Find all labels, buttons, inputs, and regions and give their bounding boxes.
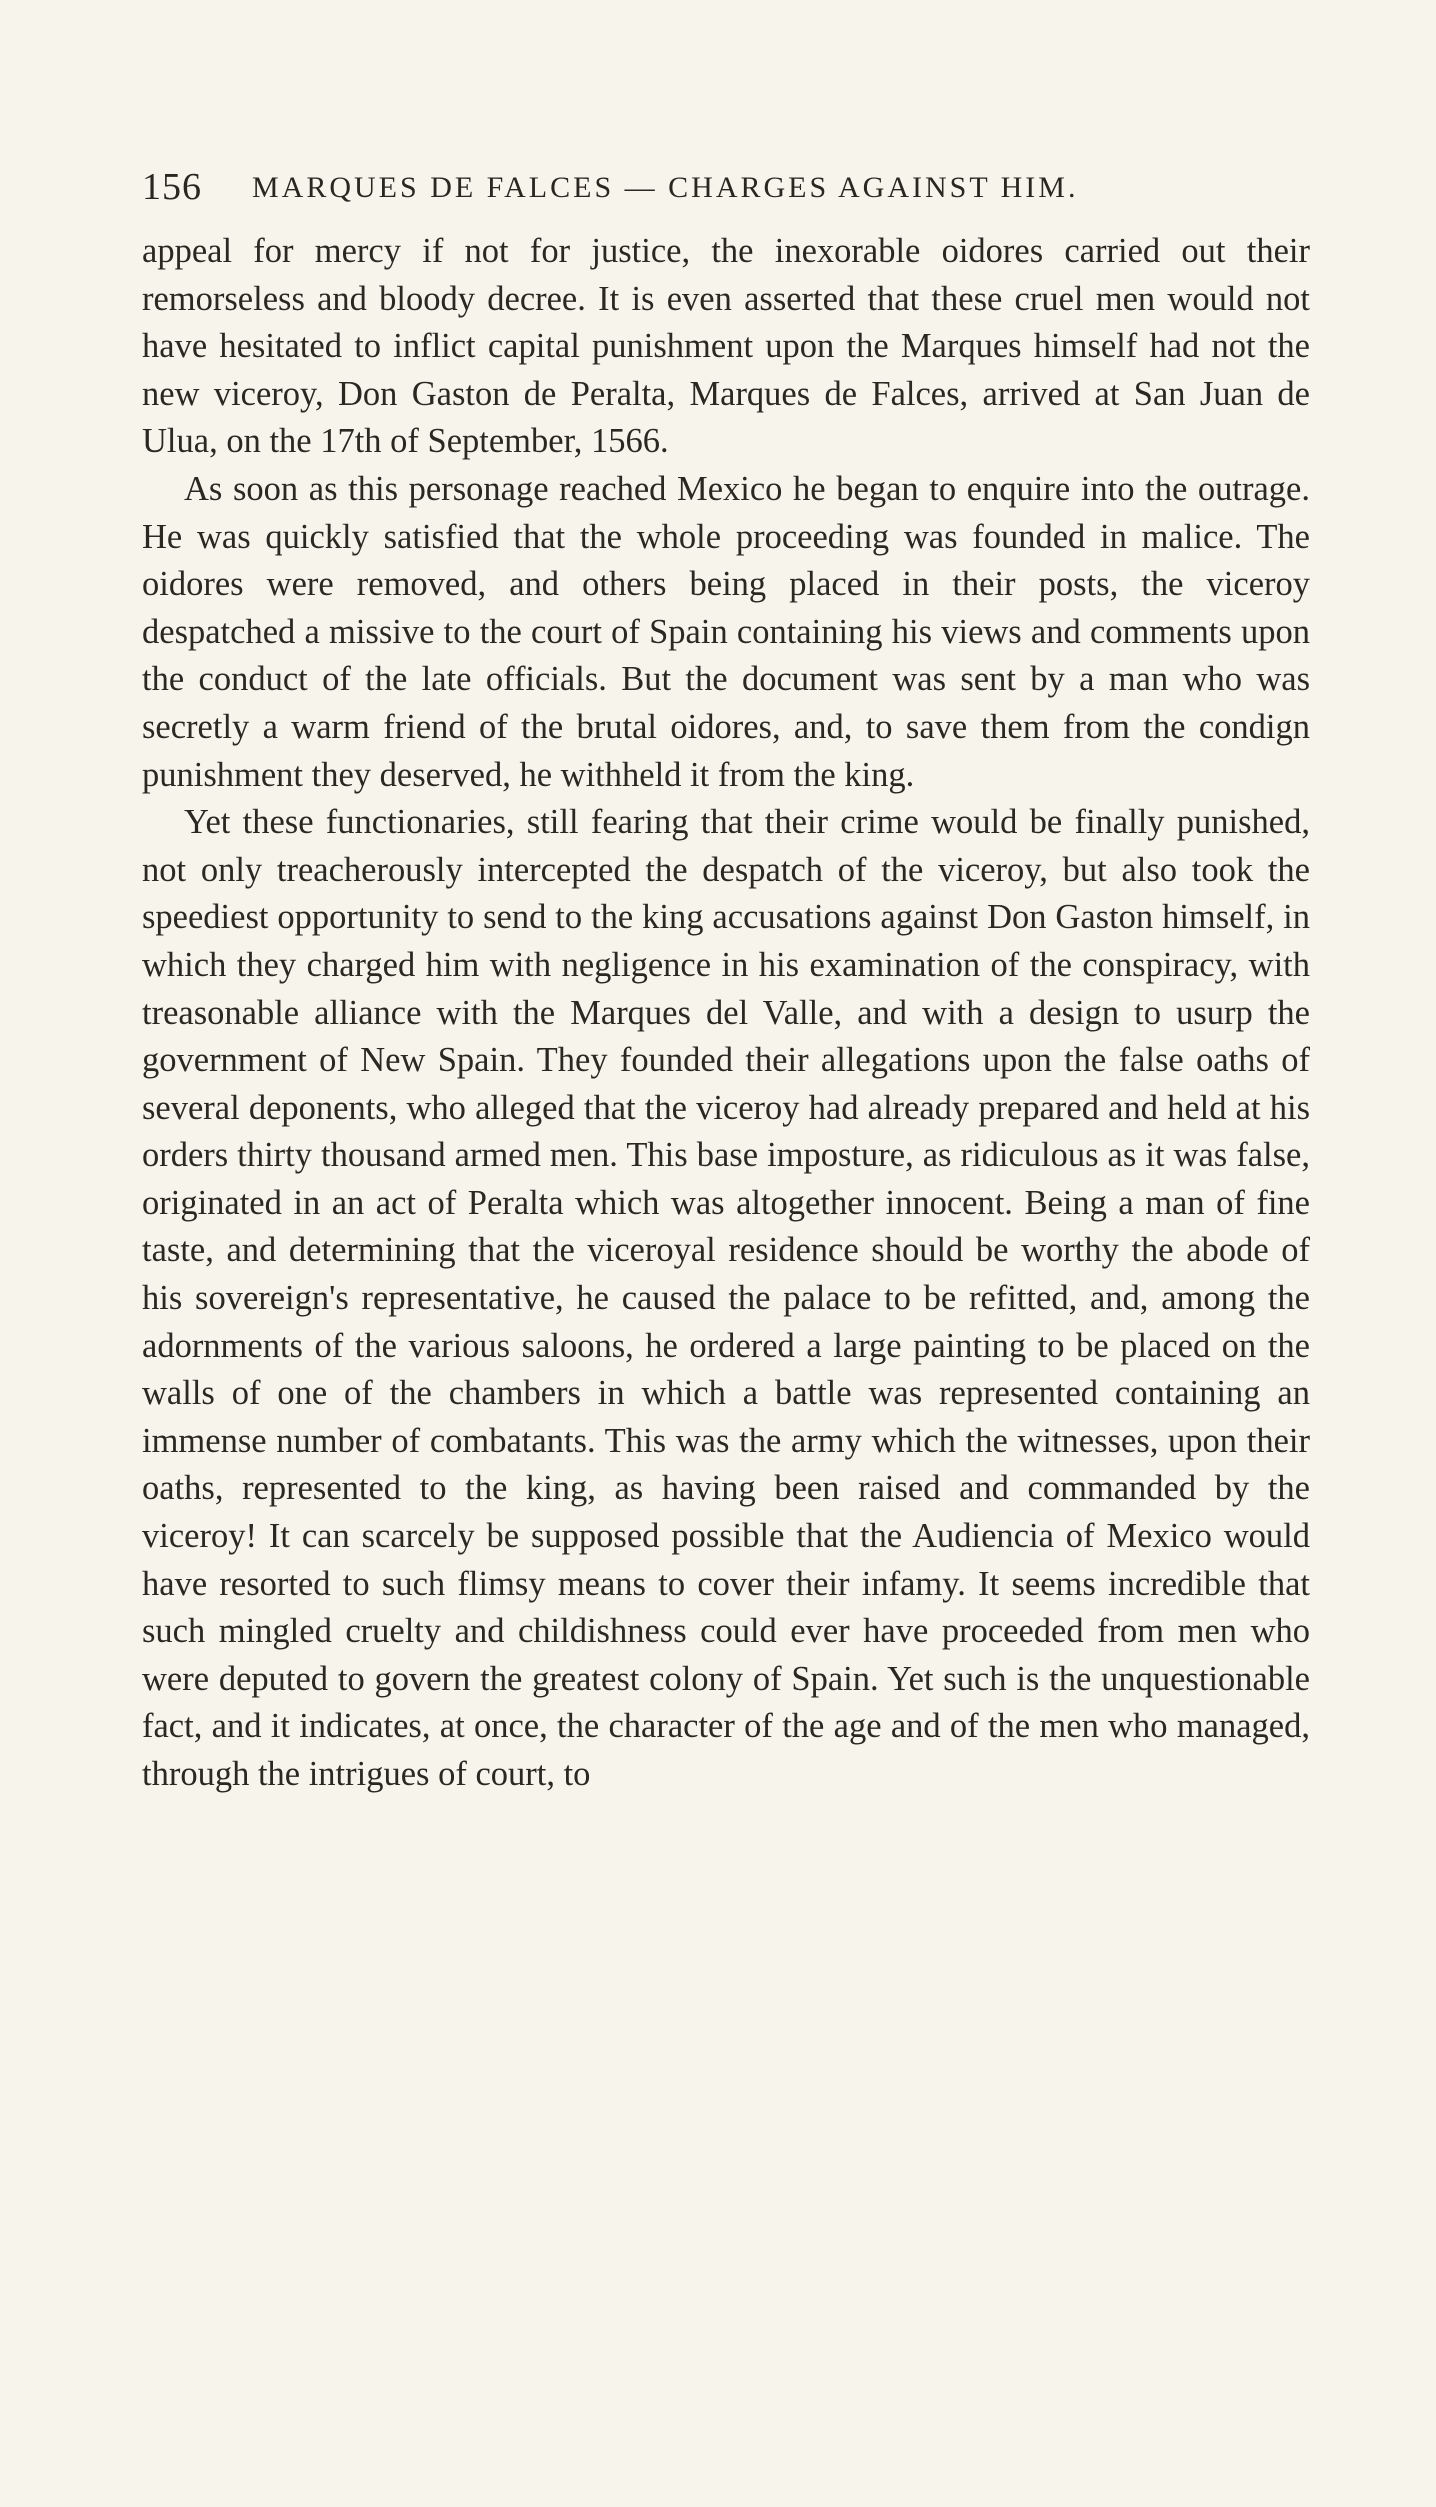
page-number: 156 xyxy=(142,166,202,208)
paragraph: Yet these functionaries, still fearing that their crime would be finally punished, not only treacherously intercepted the despatch of the viceroy, but also took the speediest opportunity to send to the king accusations against Don Gaston himself, in which they charged him with negligence in his examination of the conspiracy, with treasonable alliance with the Marques del Valle, and with a design to usurp the government of New Spain. They founded their allegations upon the false oaths of several deponents, who alleged that the viceroy had already prepared and held at his orders thirty thousand armed men. This base imposture, as ridiculous as it was false, originated in an act of Peralta which was altogether innocent. Being a man of fine taste, and determining that the viceroyal residence should be worthy the abode of his sovereign's representative, he caused the palace to be refitted, and, among the adornments of the various saloons, he ordered a large painting to be placed on the walls of one of the chambers in which a battle was represented containing an immense number of combatants. This was the army which the witnesses, upon their oaths, represented to the king, as having been raised and commanded by the viceroy! It can scarcely be supposed possible that the Audiencia of Mexico would have resorted to such flimsy means to cover their infamy. It seems incredible that such mingled cruelty and childishness could ever have proceeded from men who were deputed to govern the greatest colony of Spain. Yet such is the unquestionable fact, and it indicates, at once, the character of the age and of the men who managed, through the intrigues of court, to xyxy=(142,803,1310,1793)
body-text xyxy=(142,228,1310,1799)
paragraph: As soon as this personage reached Mexico he began to enquire into the outrage. He was quickly satisfied that the whole proceeding was founded in malice. The oidores were removed, and others being placed in their posts, the viceroy despatched a missive to the court of Spain containing his views and comments upon the conduct of the late officials. But the document was sent by a man who was secretly a warm friend of the brutal oidores, and, to save them from the condign punishment they deserved, he withheld it from the king. xyxy=(142,469,1310,794)
running-head: MARQUES DE FALCES — CHARGES AGAINST HIM. xyxy=(252,171,1079,204)
paragraph-continued: appeal for mercy if not for justice, the inexorable oidores carried out their remorseless and bloody decree. It is even asserted that these cruel men would not have hesitated to inflict capital punishment upon the Marques himself had not the new viceroy, Don Gaston de Peralta, Marques de Falces, arrived at San Juan de Ulua, on the 17th of September, 1566. xyxy=(142,232,1310,461)
page-header xyxy=(142,165,1312,215)
